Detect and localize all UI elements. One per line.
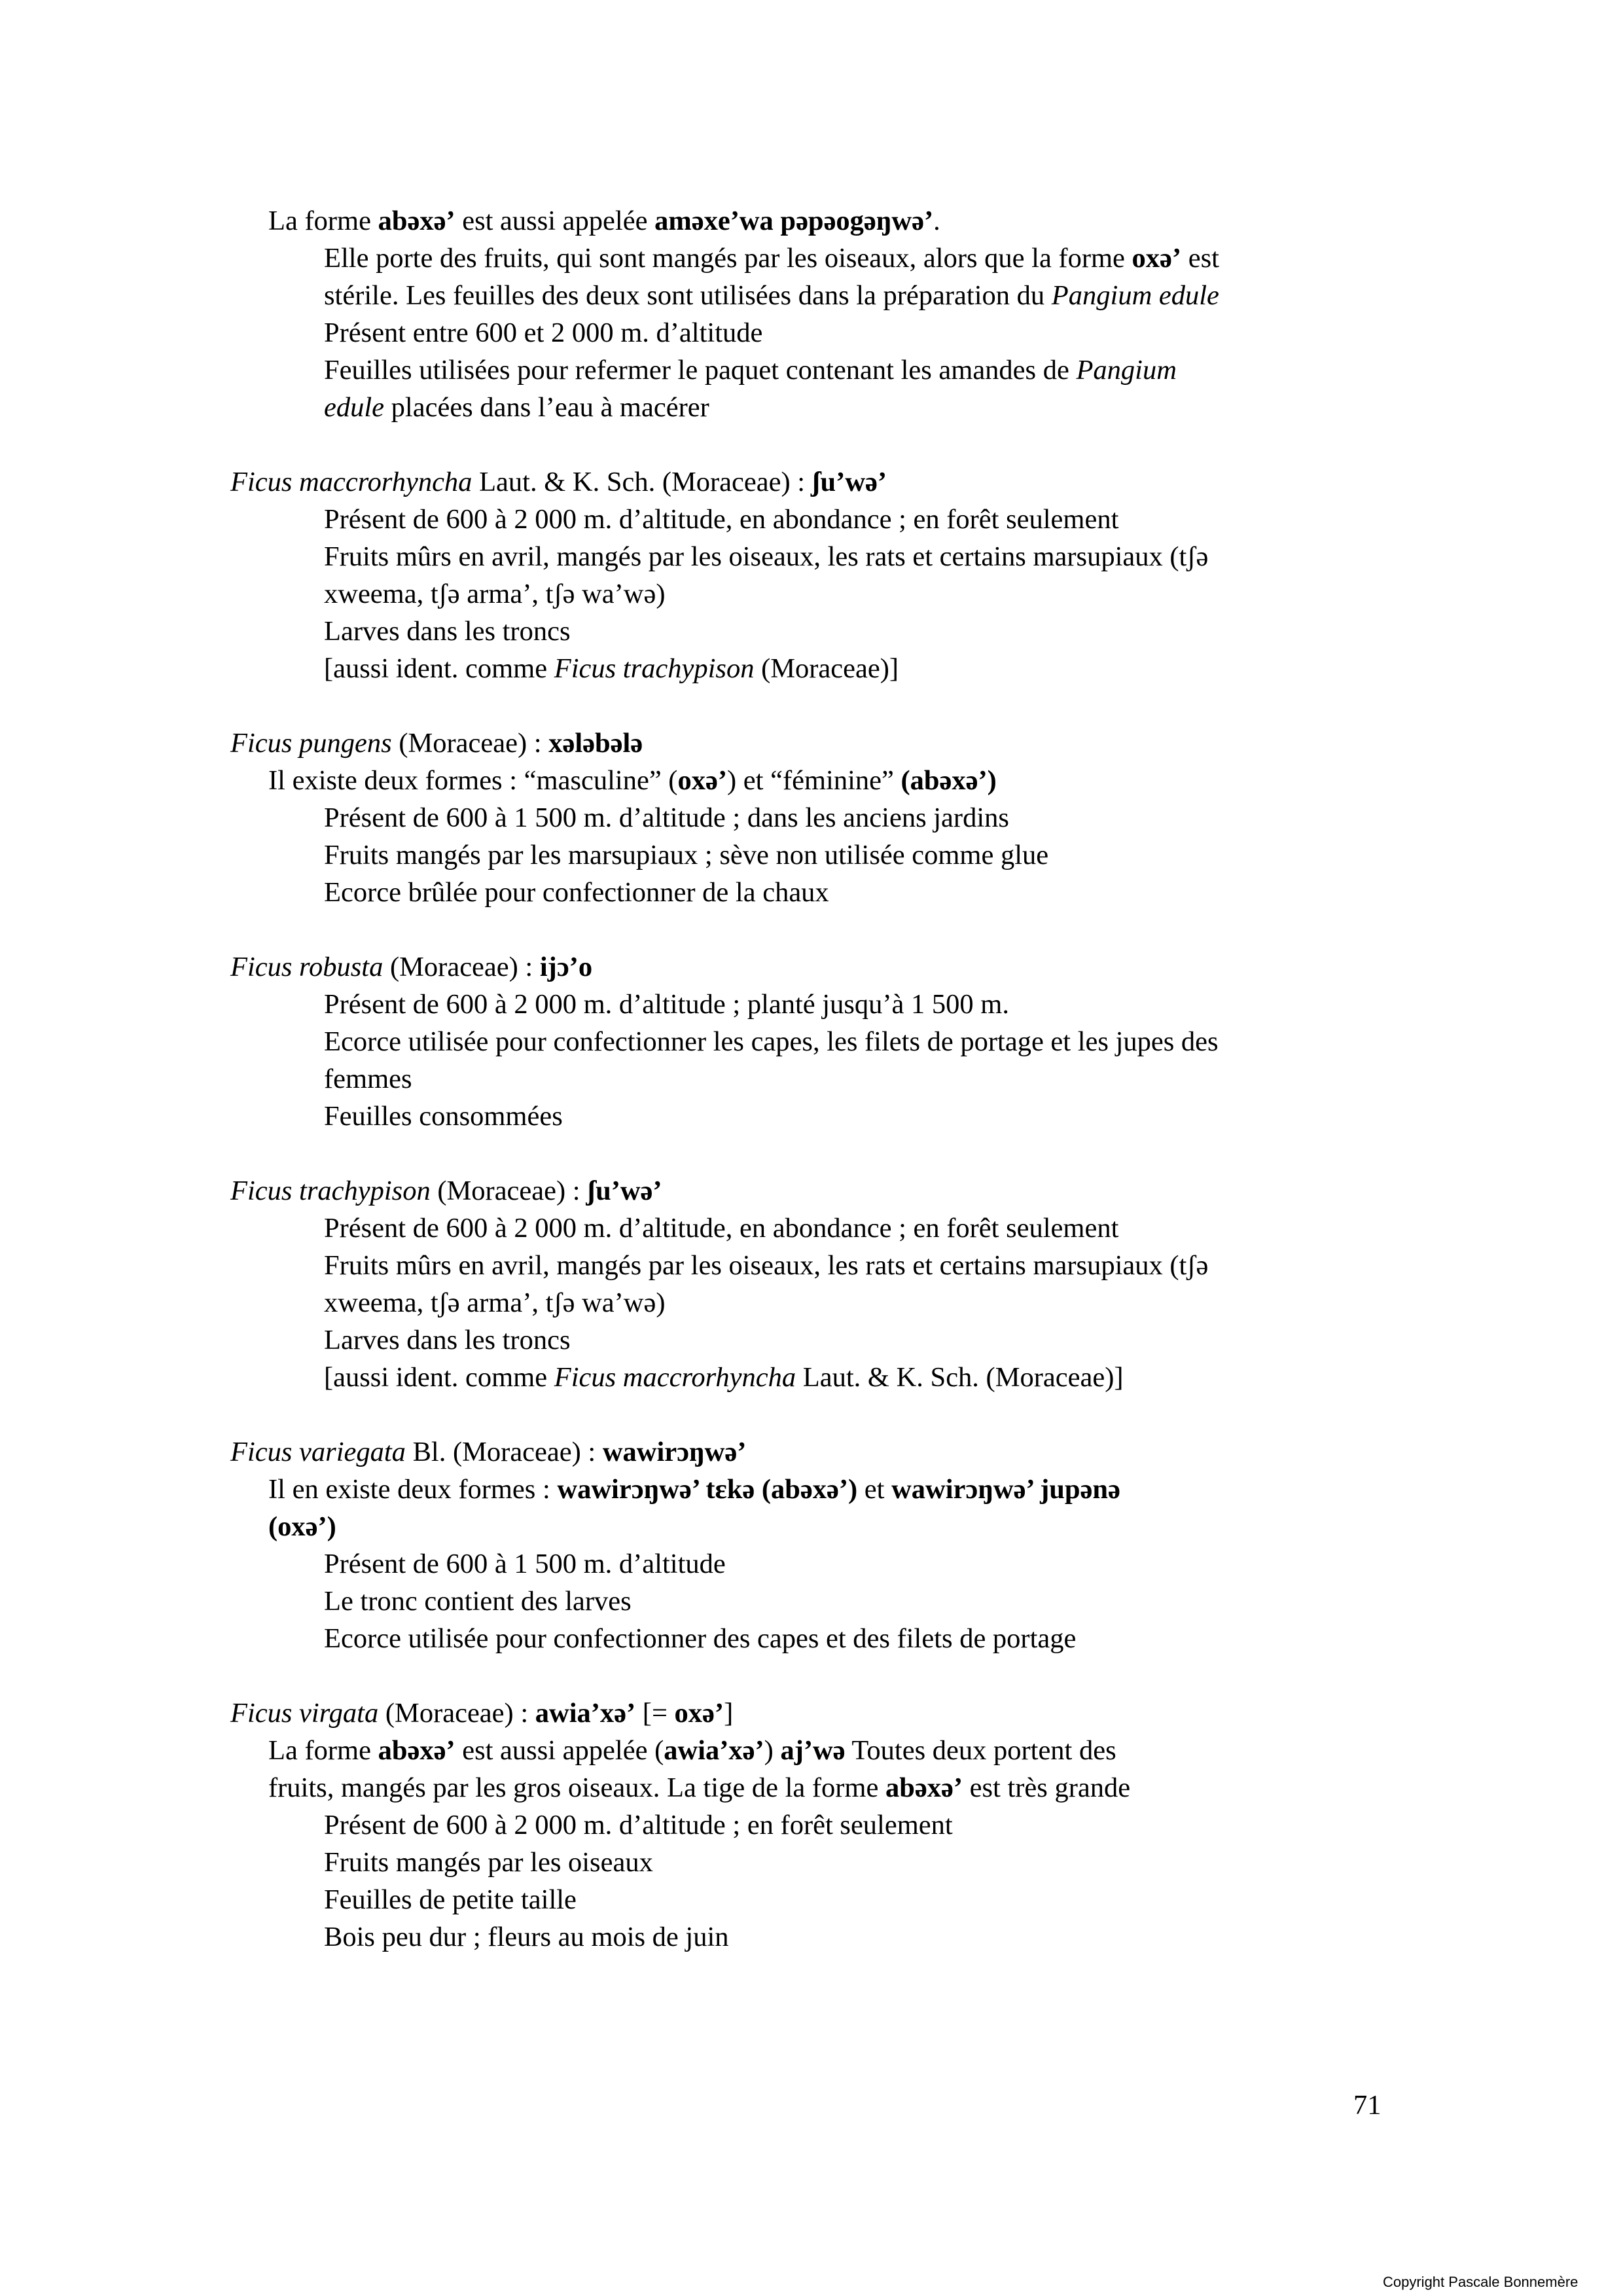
text-line — [230, 1172, 662, 1210]
text-line — [324, 389, 709, 426]
text-run: . — [933, 206, 940, 236]
text-run: [aussi ident. comme — [324, 1362, 554, 1393]
text-run: xweema, tʃə arma’, tʃə wa’wə) — [324, 1287, 666, 1318]
text-run: La forme — [268, 1735, 378, 1766]
text-run: Il en existe deux formes : — [268, 1474, 558, 1505]
text-line — [324, 1620, 1076, 1657]
text-line — [324, 613, 570, 650]
text-run: ] — [724, 1698, 734, 1729]
text-run: Ecorce utilisée pour confectionner les capes, les filets de portage et les jupes des — [324, 1026, 1219, 1057]
text-run: femmes — [324, 1064, 412, 1094]
species-name: Ficus maccrorhyncha — [554, 1362, 796, 1393]
text-line — [268, 1732, 1116, 1769]
text-line — [324, 1060, 412, 1098]
text-run: est aussi appelée ( — [455, 1735, 664, 1766]
text-run: Présent entre 600 et 2 000 m. d’altitude — [324, 317, 763, 348]
text-run: xweema, tʃə arma’, tʃə wa’wə) — [324, 579, 666, 609]
text-run: Larves dans les troncs — [324, 616, 571, 647]
text-line — [324, 1210, 1118, 1247]
text-line — [230, 725, 643, 762]
text-line — [230, 1695, 733, 1732]
text-line — [324, 314, 762, 351]
text-run: Fruits mangés par les marsupiaux ; sève non utilisée comme glue — [324, 840, 1049, 870]
text-line — [324, 1918, 729, 1956]
text-run: Feuilles de petite taille — [324, 1884, 577, 1915]
text-run: Larves dans les troncs — [324, 1325, 571, 1355]
text-run: Fruits mûrs en avril, mangés par les oiseaux, les rats et certains marsupiaux (tʃə — [324, 541, 1209, 572]
text-run: La forme — [268, 206, 378, 236]
text-line — [268, 1508, 336, 1545]
text-line — [230, 948, 592, 986]
vernacular-term: wawirɔŋwə’ jupənə — [891, 1474, 1120, 1505]
text-run: Laut. & K. Sch. (Moraceae) : — [472, 467, 812, 497]
vernacular-term: abəxə’ — [378, 1735, 455, 1766]
vernacular-term: aj’wə — [780, 1735, 846, 1766]
text-line — [324, 799, 1009, 836]
text-run: Présent de 600 à 1 500 m. d’altitude — [324, 1549, 726, 1579]
species-name: Ficus pungens — [230, 728, 392, 759]
text-run: Présent de 600 à 2 000 m. d’altitude ; en forêt seulement — [324, 1810, 953, 1840]
text-run: stérile. Les feuilles des deux sont utilisées dans la préparation du — [324, 280, 1052, 311]
text-run: Fruits mangés par les oiseaux — [324, 1847, 653, 1878]
text-line — [268, 1769, 1130, 1806]
text-run: [= — [635, 1698, 675, 1729]
vernacular-term: ʃu’wə’ — [812, 467, 887, 497]
vernacular-term: ʃu’wə’ — [587, 1175, 662, 1206]
text-line — [324, 1844, 653, 1881]
vernacular-term: abəxə’ — [378, 206, 455, 236]
text-run: Feuilles consommées — [324, 1101, 563, 1132]
text-line — [324, 650, 899, 687]
text-line — [324, 277, 1219, 314]
text-line — [324, 1321, 570, 1359]
text-run: est très grande — [963, 1772, 1131, 1803]
vernacular-term: awia’xə’ — [664, 1735, 764, 1766]
vernacular-term: awia’xə’ — [535, 1698, 636, 1729]
text-run: Ecorce utilisée pour confectionner des capes et des filets de portage — [324, 1623, 1077, 1654]
text-run: et — [857, 1474, 892, 1505]
vernacular-term: abəxə’ — [885, 1772, 963, 1803]
vernacular-term: ijɔ’o — [539, 952, 593, 982]
text-run: Présent de 600 à 2 000 m. d’altitude, en abondance ; en forêt seulement — [324, 504, 1119, 535]
text-line — [230, 1433, 746, 1471]
text-line — [268, 762, 997, 799]
text-line — [324, 351, 1177, 389]
species-name: Ficus maccrorhyncha — [230, 467, 473, 497]
vernacular-term: xələbələ — [548, 728, 643, 759]
text-run: placées dans l’eau à macérer — [384, 392, 709, 423]
species-name: edule — [324, 392, 385, 423]
text-run: est — [1181, 243, 1219, 274]
text-line — [324, 1023, 1219, 1060]
vernacular-term: aməxe’wa pəpəogəŋwə’ — [654, 206, 934, 236]
text-run: Toutes deux portent des — [845, 1735, 1116, 1766]
text-run: Elle porte des fruits, qui sont mangés par les oiseaux, alors que la forme — [324, 243, 1132, 274]
species-name: Pangium — [1076, 355, 1177, 386]
vernacular-term: wawirɔŋwə’ tɛkə (abəxə’) — [557, 1474, 858, 1505]
text-line — [324, 1359, 1124, 1396]
species-name: Ficus virgata — [230, 1698, 379, 1729]
text-line — [324, 874, 829, 911]
vernacular-term: wawirɔŋwə’ — [602, 1437, 747, 1467]
text-run: (Moraceae) : — [383, 952, 540, 982]
species-name: Ficus variegata — [230, 1437, 406, 1467]
species-name: Ficus trachypison — [554, 653, 755, 684]
text-line — [324, 986, 1009, 1023]
text-run: ) — [764, 1735, 781, 1766]
vernacular-term: (abəxə’) — [901, 765, 997, 796]
text-run: (Moraceae) : — [391, 728, 549, 759]
text-run: Présent de 600 à 2 000 m. d’altitude ; planté jusqu’à 1 500 m. — [324, 989, 1009, 1020]
text-run: [aussi ident. comme — [324, 653, 554, 684]
text-run: (Moraceae) : — [378, 1698, 535, 1729]
text-line — [324, 1881, 577, 1918]
text-line — [324, 501, 1118, 538]
text-line — [324, 1583, 632, 1620]
text-line — [324, 1098, 563, 1135]
text-run: Feuilles utilisées pour refermer le paquet contenant les amandes de — [324, 355, 1077, 386]
page-number: 71 — [1353, 2090, 1382, 2121]
text-run: est aussi appelée — [455, 206, 655, 236]
text-line — [324, 1806, 953, 1844]
text-run: Présent de 600 à 2 000 m. d’altitude, en abondance ; en forêt seulement — [324, 1213, 1119, 1244]
species-name: Ficus trachypison — [230, 1175, 431, 1206]
text-line — [324, 836, 1048, 874]
vernacular-term: oxə’ — [674, 1698, 724, 1729]
text-run: (Moraceae)] — [754, 653, 899, 684]
text-line — [324, 1545, 726, 1583]
text-run: Présent de 600 à 1 500 m. d’altitude ; dans les anciens jardins — [324, 802, 1009, 833]
vernacular-term: (oxə’) — [268, 1511, 336, 1542]
text-run: (Moraceae) : — [430, 1175, 588, 1206]
vernacular-term: oxə’ — [1132, 243, 1182, 274]
text-line — [268, 202, 940, 240]
text-run: Il existe deux formes : “masculine” ( — [268, 765, 678, 796]
text-run: Le tronc contient des larves — [324, 1586, 632, 1617]
text-line — [324, 1284, 666, 1321]
text-run: Ecorce brûlée pour confectionner de la chaux — [324, 877, 829, 908]
copyright-notice: Copyright Pascale Bonnemère — [1383, 2274, 1578, 2290]
vernacular-term: oxə’ — [677, 765, 727, 796]
text-line — [324, 240, 1219, 277]
text-line — [324, 575, 666, 613]
text-run: Bl. (Moraceae) : — [405, 1437, 603, 1467]
text-line — [324, 1247, 1208, 1284]
text-run: fruits, mangés par les gros oiseaux. La tige de la forme — [268, 1772, 885, 1803]
text-run: Laut. & K. Sch. (Moraceae)] — [796, 1362, 1124, 1393]
text-run: Fruits mûrs en avril, mangés par les oiseaux, les rats et certains marsupiaux (tʃə — [324, 1250, 1209, 1281]
species-name: Pangium edule — [1051, 280, 1219, 311]
text-run: Bois peu dur ; fleurs au mois de juin — [324, 1922, 729, 1952]
text-line — [324, 538, 1208, 575]
text-line — [268, 1471, 1120, 1508]
text-run: ) et “féminine” — [727, 765, 901, 796]
species-name: Ficus robusta — [230, 952, 383, 982]
text-line — [230, 463, 887, 501]
